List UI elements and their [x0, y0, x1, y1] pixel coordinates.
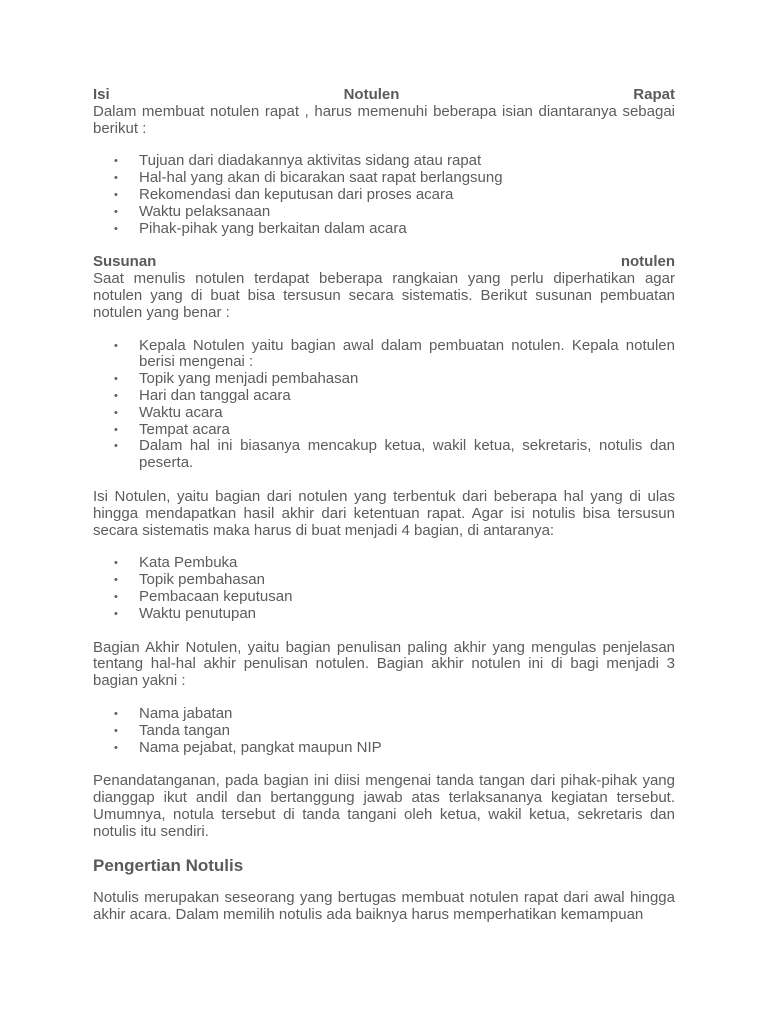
section1-list [93, 153, 675, 237]
list-item: • Waktu penutupan [93, 606, 675, 623]
heading-pengertian-notulis: Pengertian Notulis [93, 856, 244, 876]
heading-susunan-notulen [93, 254, 675, 271]
list-item: • Kata Pembuka [93, 555, 675, 572]
section3-intro: Isi Notulen, yaitu bagian dari notulen yang terbentuk dari beberapa hal yang di ulas hingga mendapatkan hasil akhir dari ketentuan rapat. Agar isi notulis bisa tersusun secara sistematis maka harus di buat menjadi 4 bagian, di antaranya: [93, 487, 675, 539]
list-item: • Dalam hal ini biasanya mencakup ketua, wakil ketua, sekretaris, notulis dan peserta. [93, 438, 675, 472]
section3-list [93, 555, 675, 622]
list-item: • Hal-hal yang akan di bicarakan saat rapat berlangsung [93, 170, 675, 187]
heading-word: Susunan [93, 253, 157, 271]
section4-list [93, 706, 675, 756]
list-item: • Hari dan tanggal acara [93, 388, 675, 405]
list-item: • Tujuan dari diadakannya aktivitas sidang atau rapat [93, 153, 675, 170]
heading-word: Isi [93, 86, 110, 103]
section6-paragraph: Notulis merupakan seseorang yang bertugas membuat notulen rapat dari awal hingga akhir acara. Dalam memilih notulis ada baiknya harus memperhatikan kemampuan [93, 889, 675, 924]
list-item: • Nama pejabat, pangkat maupun NIP [93, 740, 675, 757]
list-item: • Pembacaan keputusan [93, 589, 675, 606]
list-item: • Waktu pelaksanaan [93, 204, 675, 221]
heading-word: Notulen [343, 86, 400, 103]
section5-paragraph: Penandatanganan, pada bagian ini diisi mengenai tanda tangan dari pihak-pihak yang dianggap ikut andil dan bertanggung jawab atas terlaksananya kegiatan tersebut. Umumnya, notula tersebut di tanda tangani oleh ketua, wakil ketua, sekretaris dan notulis itu sendiri. [93, 772, 675, 840]
heading-word: notulen [620, 253, 675, 271]
list-item: • Waktu acara [93, 405, 675, 422]
list-item: • Rekomendasi dan keputusan dari proses acara [93, 187, 675, 204]
list-item: • Topik pembahasan [93, 572, 675, 589]
section1-intro: Dalam membuat notulen rapat , harus memenuhi beberapa isian diantaranya sebagai berikut : [93, 102, 675, 137]
section2-intro: Saat menulis notulen terdapat beberapa rangkaian yang perlu diperhatikan agar notulen yang di buat bisa tersusun secara sistematis. Berikut susunan pembuatan notulen yang benar : [93, 270, 675, 321]
heading-isi-notulen-rapat [93, 87, 675, 104]
document-page [93, 87, 675, 924]
heading-word: Rapat [633, 86, 675, 103]
list-item: • Kepala Notulen yaitu bagian awal dalam pembuatan notulen. Kepala notulen berisi mengenai : [93, 338, 675, 372]
section4-intro: Bagian Akhir Notulen, yaitu bagian penulisan paling akhir yang mengulas penjelasan tentang hal-hal akhir penulisan notulen. Bagian akhir notulen ini di bagi menjadi 3 bagian yakni : [93, 638, 675, 690]
list-item: • Tempat acara [93, 422, 675, 439]
list-item: • Nama jabatan [93, 706, 675, 723]
section2-list [93, 338, 675, 472]
list-item: • Pihak-pihak yang berkaitan dalam acara [93, 221, 675, 238]
list-item: • Tanda tangan [93, 723, 675, 740]
list-item: • Topik yang menjadi pembahasan [93, 371, 675, 388]
